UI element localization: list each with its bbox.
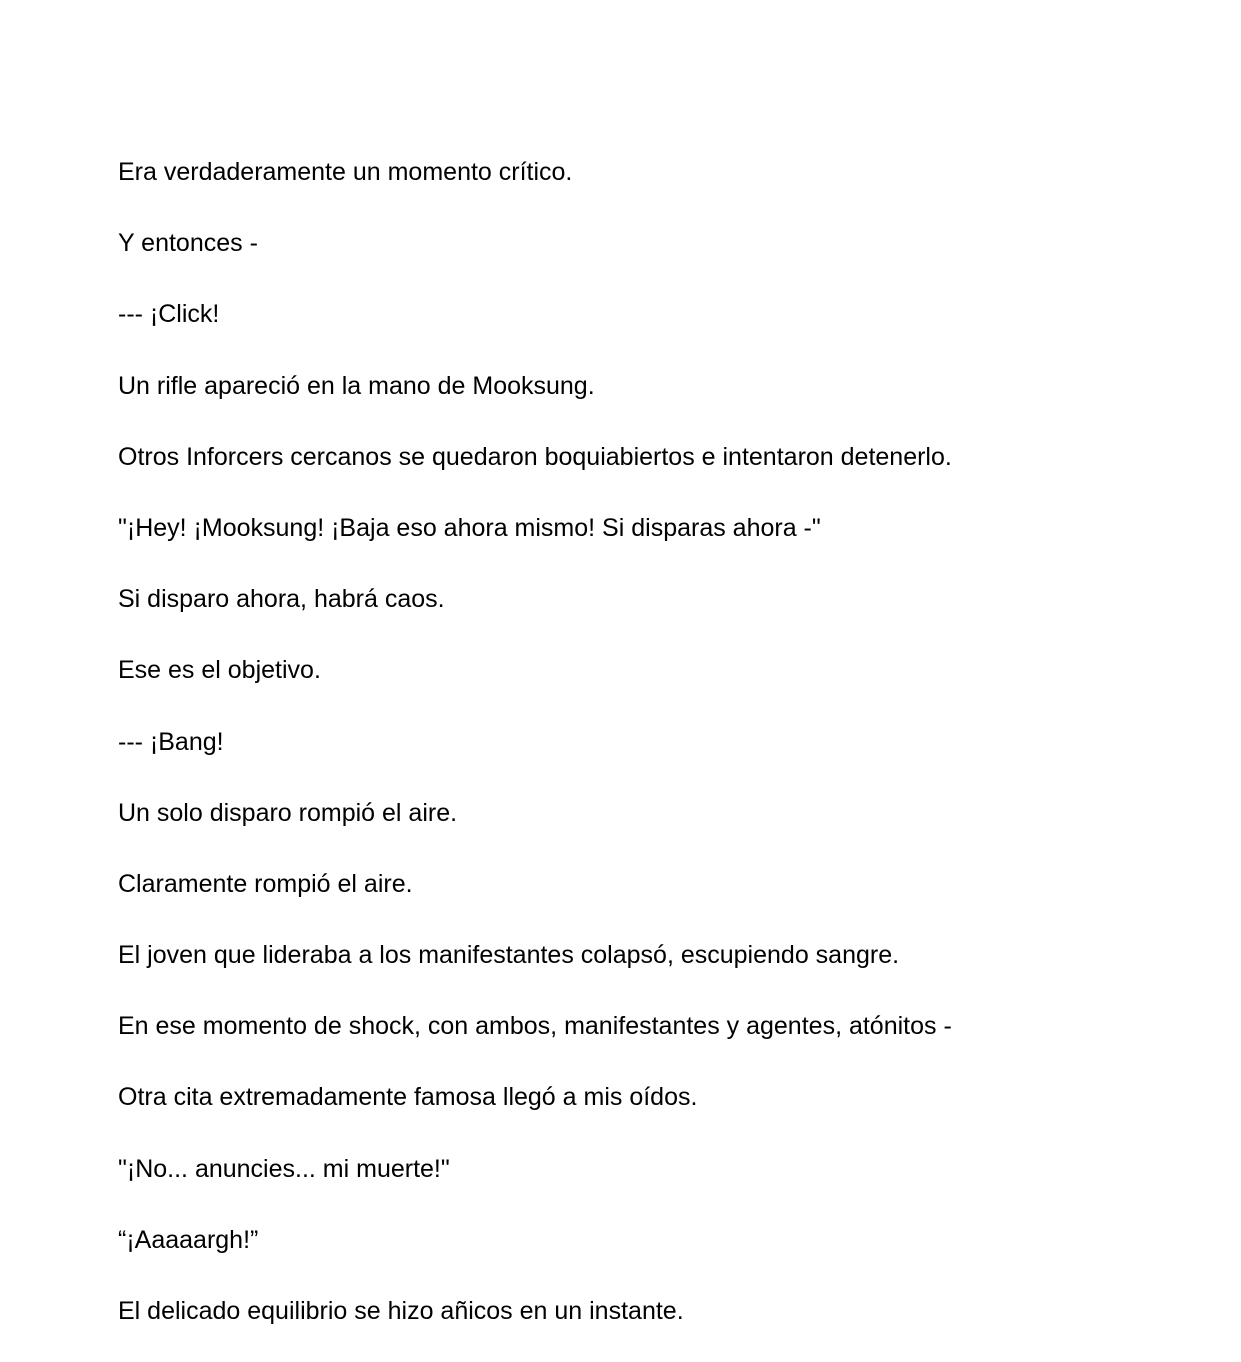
paragraph: --- ¡Click! [118,300,220,329]
paragraph: Ese es el objetivo. [118,656,321,685]
paragraph: --- ¡Bang! [118,727,224,756]
paragraph: Otros Inforcers cercanos se quedaron boquiabiertos e intentaron detenerlo. [118,442,952,471]
paragraph: El joven que lideraba a los manifestantes colapsó, escupiendo sangre. [118,941,900,970]
paragraph: Y entonces - [118,229,258,258]
paragraph: “¡Aaaaargh!” [118,1225,259,1254]
document-body [118,152,1178,1362]
paragraph: Un solo disparo rompió el aire. [118,798,458,827]
paragraph: Otra cita extremadamente famosa llegó a mis oídos. [118,1083,698,1112]
paragraph: El delicado equilibrio se hizo añicos en un instante. [118,1297,684,1325]
paragraph: Si disparo ahora, habrá caos. [118,585,445,614]
paragraph: "¡No... anuncies... mi muerte!" [118,1154,450,1183]
paragraph: Era verdaderamente un momento crítico. [118,158,573,186]
paragraph: En ese momento de shock, con ambos, manifestantes y agentes, atónitos - [118,1012,952,1041]
paragraph: "¡Hey! ¡Mooksung! ¡Baja eso ahora mismo! Si disparas ahora -" [118,513,821,542]
paragraph: Un rifle apareció en la mano de Mooksung. [118,371,595,400]
paragraph: Claramente rompió el aire. [118,869,413,898]
